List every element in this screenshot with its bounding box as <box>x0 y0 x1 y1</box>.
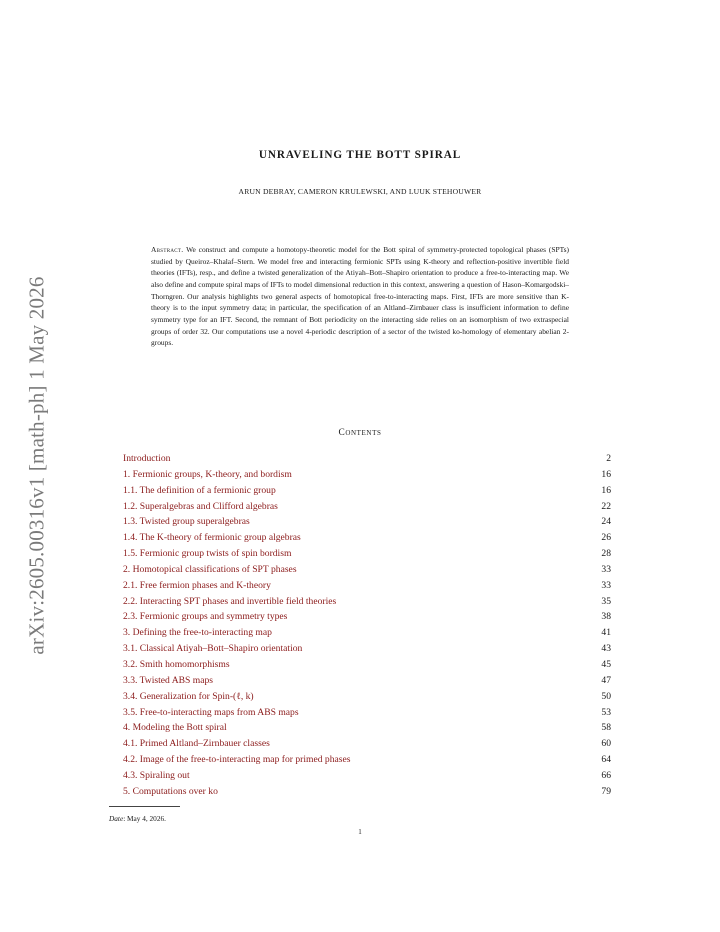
toc-link[interactable]: 5. Computations over ko <box>123 785 218 797</box>
arxiv-identifier <box>17 238 57 693</box>
toc-item[interactable] <box>123 736 611 752</box>
toc-page-number: 16 <box>601 468 611 480</box>
toc-page-number: 28 <box>601 548 611 560</box>
toc-link[interactable]: 1.3. Twisted group superalgebras <box>123 516 250 528</box>
toc-item[interactable] <box>123 514 611 530</box>
toc-item[interactable] <box>123 594 611 610</box>
toc-page-number: 47 <box>601 674 611 686</box>
toc-link[interactable]: 2. Homotopical classifications of SPT phases <box>123 563 297 575</box>
toc-link[interactable]: 3.3. Twisted ABS maps <box>123 674 214 686</box>
toc-item[interactable] <box>123 784 611 800</box>
toc-page-number: 16 <box>601 484 611 496</box>
toc-page-number: 24 <box>601 516 611 528</box>
toc-item[interactable] <box>123 705 611 721</box>
toc-page-number: 22 <box>601 500 611 512</box>
toc-page-number: 79 <box>601 785 611 797</box>
toc-link[interactable]: 3.4. Generalization for Spin-(ℓ, k) <box>123 690 254 702</box>
toc-page-number: 2 <box>606 453 611 464</box>
footnote-label: Date <box>109 814 124 823</box>
toc-page-number: 58 <box>601 722 611 734</box>
toc-link[interactable]: 1.4. The K-theory of fermionic group algebras <box>123 532 301 544</box>
footnote-divider <box>109 806 180 807</box>
toc-page-number: 45 <box>601 658 611 670</box>
toc-link[interactable]: 2.3. Fermionic groups and symmetry types <box>123 611 288 623</box>
toc-link[interactable]: 3.1. Classical Atiyah–Bott–Shapiro orientation <box>123 643 303 655</box>
contents-heading: Contents <box>338 428 382 438</box>
toc-link[interactable]: 1.5. Fermionic group twists of spin bordism <box>123 548 292 560</box>
abstract-label: Abstract. <box>151 245 184 254</box>
toc-page-number: 35 <box>601 595 611 607</box>
toc-link[interactable]: 3.5. Free-to-interacting maps from ABS maps <box>123 706 299 718</box>
toc-link[interactable]: 4.3. Spiraling out <box>123 769 190 781</box>
toc-link[interactable]: 3.2. Smith homomorphisms <box>123 658 230 670</box>
toc-link[interactable]: 1.2. Superalgebras and Clifford algebras <box>123 500 278 512</box>
toc-item[interactable] <box>123 689 611 705</box>
toc-page-number: 66 <box>601 769 611 781</box>
toc-item[interactable] <box>123 752 611 768</box>
page-number: 1 <box>358 828 362 836</box>
table-of-contents <box>123 451 611 800</box>
toc-item[interactable] <box>123 578 611 594</box>
toc-link[interactable]: 3. Defining the free-to-interacting map <box>123 627 272 639</box>
author-list: ARUN DEBRAY, CAMERON KRULEWSKI, AND LUUK STEHOUWER <box>238 187 482 196</box>
toc-page-number: 41 <box>601 627 611 639</box>
toc-item[interactable] <box>123 499 611 515</box>
toc-item[interactable] <box>123 451 611 467</box>
toc-page-number: 53 <box>601 706 611 718</box>
toc-page-number: 60 <box>601 738 611 750</box>
toc-page-number: 33 <box>601 579 611 591</box>
toc-page-number: 33 <box>601 563 611 575</box>
toc-link[interactable]: 2.2. Interacting SPT phases and invertible field theories <box>123 595 337 607</box>
toc-link[interactable]: 4.2. Image of the free-to-interacting map for primed phases <box>123 754 351 766</box>
toc-item[interactable] <box>123 657 611 673</box>
toc-item[interactable] <box>123 720 611 736</box>
toc-item[interactable] <box>123 530 611 546</box>
toc-item[interactable] <box>123 625 611 641</box>
toc-item[interactable] <box>123 673 611 689</box>
abstract <box>151 244 569 349</box>
toc-link[interactable]: 4. Modeling the Bott spiral <box>123 722 227 734</box>
toc-item[interactable] <box>123 641 611 657</box>
toc-item[interactable] <box>123 546 611 562</box>
toc-item[interactable] <box>123 483 611 499</box>
toc-link[interactable]: 2.1. Free fermion phases and K-theory <box>123 579 271 591</box>
toc-item[interactable] <box>123 609 611 625</box>
toc-item[interactable] <box>123 562 611 578</box>
toc-page-number: 64 <box>601 754 611 766</box>
toc-item[interactable] <box>123 768 611 784</box>
toc-item[interactable] <box>123 467 611 483</box>
toc-link[interactable]: 1.1. The definition of a fermionic group <box>123 484 276 496</box>
toc-page-number: 26 <box>601 532 611 544</box>
footnote-text: : May 4, 2026. <box>123 814 166 823</box>
toc-link[interactable]: 1. Fermionic groups, K-theory, and bordism <box>123 468 292 480</box>
toc-link[interactable]: 4.1. Primed Altland–Zirnbauer classes <box>123 738 270 750</box>
toc-page-number: 43 <box>601 643 611 655</box>
arxiv-identifier-text: arXiv:2605.00316v1 [math-ph] 1 May 2026 <box>24 276 49 655</box>
date-footnote <box>109 814 166 823</box>
toc-page-number: 38 <box>601 611 611 623</box>
paper-title: UNRAVELING THE BOTT SPIRAL <box>258 149 462 161</box>
toc-page-number: 50 <box>601 690 611 702</box>
abstract-text: We construct and compute a homotopy-theoretic model for the Bott spiral of symmetry-protected topological phases (SPTs) studied by Queiroz–Khalaf–Stern. We model free and interacting fermionic SPTs using K-theory and reflection-positive invertible field theories (IFTs), resp., and define a twisted generalization of the Atiyah–Bott–Shapiro orientation to produce a free-to-interacting map. We also define and compute spiral maps of IFTs to model dimensional reduction in this context, answering a question of Hason–Komargodski–Thorngren. Our analysis highlights two general aspects of homotopical free-to-interacting maps. First, IFTs are more sensitive than K-theory is to the input symmetry data; in particular, the specification of an Altland–Zirnbauer class is insufficient information to define symmetry type for an IFT. Second, the remnant of Bott periodicity on the interacting side relies on an isomorphism of two extraspecial groups of order 32. Our computations use a novel 4-periodic description of a sector of the twisted ko-homology of elementary abelian 2-groups. <box>151 245 569 348</box>
toc-link[interactable]: Introduction <box>123 453 171 464</box>
